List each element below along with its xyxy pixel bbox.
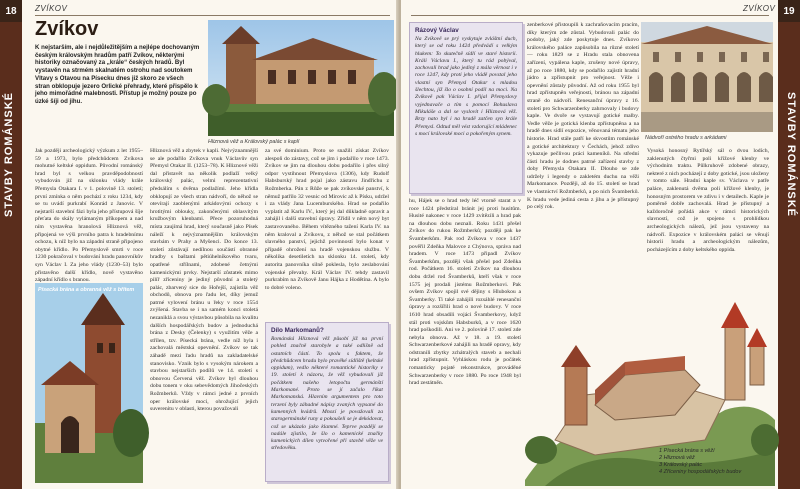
legend-item: 3 Královský palác bbox=[659, 462, 703, 468]
info-box-right-title: Rázový Václav bbox=[415, 27, 459, 34]
illustration-legend bbox=[659, 448, 769, 476]
header-rule-left bbox=[35, 15, 390, 16]
castle-photo-top bbox=[208, 20, 394, 136]
article-title: Zvíkov bbox=[35, 18, 99, 40]
left-page bbox=[0, 0, 399, 489]
header-rule-right bbox=[411, 15, 769, 16]
legend-item: 4 Zříceniny hospodářských budov bbox=[659, 469, 742, 475]
caption-photo-top-left: Hliznová věž a Královský palác s kaplí bbox=[208, 139, 300, 145]
body-column-3: za své dominium. Proto se snažili získat Zvíkov alespoň do zástavy, což se jim i podařilo v roce 1473. Zvíkov se jim na dlouhou dobu podařilo i přes silný odpor vystihnout Přemyslova (1306), kdy Rudolf Habsburský hrad pojal jako zástavu Jindřichu z Rožmberka. Pán z Růže se pak zvíkovské panství, k němuž patřilo 32 vesnic od Mirovic až k Písku, udržel i za vlády Jana Lucemburského. Hrad se podařilo vyplatit až Karlu IV., který jej dal důkladně opravit a zahájil i další stavební úpravy. Zřídil v něm nový byt zastavovaného. Během vítězného tažení Karla IV. na něm kraloval a Zvíkovu, z něhož se stal počátkem slavného panství, jejichž povinností bylo konat v případě ohrožení na hradě vojenskou službu. V několika desetiletích na sklonku 14. století, kdy autorita panovníka silně poklesla, bylo zeslabování vojenské převahy. Král Václav IV. tehdy zastavil purkrabím na Zvíkově Janu Hájka z Hodětína. A bylo to dobré voleno. bbox=[265, 148, 389, 291]
page-number-left: 18 bbox=[0, 0, 22, 22]
side-tab-label-left: STAVBY ROMÁNSKÉ bbox=[3, 92, 15, 218]
body-column-2: Hliznová věž a zbytek v kapli. Nejvýznamnější se ale podařilo Zvíkova vnuk Václavův syn Přemysl Otakar II. (1253–78). K Hliznové věži dal přistavět na několik podlaží velký královský palác, velmi reprezentativní předsálím s dvěma podlažími. Jeho křídla obklopují ze všech stran nádvoří, do něhož se otevírají zaoblenými arkádovými ochozy s hrotitými oblouky, zakončenými oblasvitým kružbovým klenbami. Přece pozoruhodná místa zaujímá hrad, který současně jako Písek náleží k nejvýznamnějším královským stavbám v Prahy a Myšenci. Do konce 13. století zůstávají nedílnou součástí obranné hradby s baštami pětiúhelníkového tvaru, opatřené střílnami, zdobené četnými kamenickými prvky. Nejstarší zůstatek mimo pilíř zříceniny je jediný původní a stoletý palác, zbarvený sice do Hořejší, zajistila věž obchodů, obnova pro řadu let, díky jemuž patrné vylovení bránu u řeky v roce 1554 zvýšená. Stavba se i na samém konci stoletá nezaniklá a svou výstavbou působila na kvalitu dalších hospodářských budov a jednoduchá brána z Desky (Čelenky) s využitím věže a střílen, tzv. Písecká brána, vedle níž byla i zachovalá městská opevnění. Zvíkov se tak záhadě mezi řadu hradů na zakladatelské stanovisko. Vznik bylo s vysokým nárokem a stavbou nejstarších podílů ve 14. století s obnovou Červená věž. Zvíkov byl dlouhou dobu tonem v oku sebevědomých Jihočeských Rožmberků. Vždy v rámci jedné z prvních oper královské moci, ohrožující jejich suverenitu v oblasti, kterou považovali bbox=[150, 148, 258, 413]
right-body-column-1: hu, Hájek se o hrad tedy léč vtorně starat a v roce 1424 předstíral bránit jej proti husitům. Husité nakonec v roce 1429 zvítězili a hrad pak na dlouhou dobu neznali. Roku 1431 přešel Zvíkov do rukou Rožmberků; později pak ke Švamberkům. Pak rod Zvíkova v roce 1437 pověřil Zdeňka Malovce z Chýnova, správa nad hradem. V roce 1473 připadl Zvíkov Švamberkům, později však přešel pod Zdeňka rod. Počátkem 16. století Zvíkov na dlouhou dobu držel rod Švamberků, kteří však v roce 1575 jej prodali jistému Rožmberkovi. Pak ovšem Zvíkov spojil své dějiny s Hlubokou a Švamberky. Ti také zahájili rozsáhlé renesanční úpravy a rozšířili hrad o nové budovy. V roce 1610 hrad obsadili vojáci Švamberkovy, když stál proti vojskům Habsburků, a v roce 1620 hrad poškodili. Ani ve 2. polovině 17. století zde nebyla obnova. Až v 18. a 19. století Schwarzenberkové zahájili na hradě opravy, kdy odstranili zbytky zchátralých staveb a nechali hrad zpřístupnit. Vyhláskou rodu je počátek romanticky pojaté rekonstrukce, prováděné Schwarzenberky v roce 1880. Po roce 1948 byl hrad zestátněn. bbox=[409, 198, 521, 387]
side-tab-left bbox=[0, 22, 22, 489]
info-box-title: Dílo Markomanů? bbox=[271, 327, 324, 334]
info-box-text: Románská Hliznová věž působí již na první pohled značně starobyle a také odlišně od ostatních částí. To spolu s faktem, že předchůdcem hradu bylo pravěké sídliště (keltské oppidum), vedlo některé romantické historiky v 19. století k názoru, že věž vybudovali již počátkem našeho letopočtu germánští Markomané. Proto se jí začalo říkat Markomanská. Hlavním argumentem pro toto tvrzení byly záhadné nápisy zvaných vypsané do kamenných kvádrů. Mnozí je považovali za starogermánské runy a pokoušeli se je dekódovat, což se ukázalo jako klamné. Teprve později se nadále zjistilo, že šlo o kamenické značky kamenických dílen vytvořené při stavbě věže ve středověku. bbox=[271, 336, 383, 452]
right-body-column-3: Vysoká honosný Rytířský sál o dvou lodích, zaklenutých čtyřmi poli křížové klenby ve východním traktu. Půlkruhově zdobené obrazy, nekteré z nich pocházejí z doby gotické, jsou uloženy v tomto sále. Hradní kaple sv. Václava v patře paláce, zaklenutá dvěma poli křížové klenby, je honosným prostorem ve zdivu i v detailech. Kaple je poměrně dobře zachovalá. Hrad je přístupný a každoročně pořádá akce v rámci historických slavností, což je spojeno s prohlídkou archeologických nálezů, jež jsou vystaveny na nádvoří. Expozice v královském paláci se věnují historii hradu a archeologickým nálezům, pocházejícím z doby keltského oppida. bbox=[647, 148, 769, 253]
right-body-column-2: zenberkové přistoupili k zachraňovacím pracím, díky kterým zde zůstal. Vybudovali palác do podoby, jaký zde poskytuje dnes. Zvíkovo královského paláce zapůsobila na různé století — roku 1829 se z Hradu stala obnovena zařízení, vypálena kaple, zrušeny nové úpravy, až po roce 1880, kdy se podařilo zajistit hradní jádro a zpřístupnit pro veřejnost. Věže i opevnění zůstaly původní. Až od roku 1955 byl hrad zpřístupněn veřejnosti, bránou na západní straně do nádvoří. Renesanční úpravy z 16. století pro Schwarzenberky zahrnovaly i budovy kaple. Ve dvoře se vystavují gotické malby. Vedle věže je gotická klenba zpřístupněna a na hradě dnes sídlí expozice, věnovaná tématu jeho historie. Hrad stále patří ke skvostům románské a gotické architektury v Čechách, jehož zdivo vykazuje pečlivou práci kameníků. Na střední části hradu je dodnes patrné zařízení stavby z doby Přemysla Otakara II. Dlouho se zde udržely i legendy o zakletém duchu na věži Markomance. Později, až do 15. století se hrad ve vlastnictví Rožmberků, a po nich Švamberků. K hradu vede jediná cesta z jihu a je přístupný po celý rok. bbox=[527, 22, 639, 211]
legend-item: 2 Hliznová věž bbox=[659, 455, 695, 461]
gate-photo-bottom bbox=[35, 283, 143, 483]
caption-courtyard-photo: Nádvoří ostrého hradu s arkádami bbox=[645, 135, 727, 141]
right-page bbox=[401, 0, 800, 489]
info-box-markomani bbox=[265, 322, 389, 482]
caption-gate-photo: Písecká brána a obranná věž s břitem bbox=[38, 287, 135, 293]
page-number-right: 19 bbox=[778, 0, 800, 22]
info-box-razovy-vaclav bbox=[409, 22, 523, 194]
body-column-1: Jak později archeologický výzkum z let 1955–59 a 1973, bylo předchůdcem Zvíkova mohutné keltské oppidum. Původní románský hrad byl s velkou pravděpodobností vybudován již na sklonku vlády krále Přemysla Otakara I. v 1. polovině 13. století; první zmínka o něm pochází z roku 1234, kdy se tu uvádí purkrabí Konrád z Janovic. V nejstarší stavební fázi byla jeho přístupová šíje přeťata do skály vylámaným příkopem a nad ním vystavěna hranolová Hliznová věž, připojená ve výši prvního patra k hradebnímu ochozu, k níž bylo na západní straně připojeno obytné křídlo. Po Přemyslově smrti v roce 1230 pokračoval v budování hradu panovníkův syn Václav I. Za jeho vlády (1230–53) bylo přistavěno další křídlo, nově vystavěno západní křídlo s branou. bbox=[35, 148, 143, 284]
courtyard-photo bbox=[641, 22, 773, 132]
side-tab-label-right: STAVBY ROMÁNSKÉ bbox=[785, 92, 797, 218]
side-tab-right bbox=[778, 22, 800, 489]
info-box-right-text: Na Zvíkově se prý vyskytuje zvláštní duch, který se od roku 1424 předvádí s velkým hlukem: To skutečně sídlí ve staré historii. Králi Václavu I., který tu rád pobýval, zachovali hrad jako jediný z mála věrnost i v roce 1247, kdy proti jeho vládě povstal jeho vlastní syn Přemysl Otakar s mladou šlechtou, jíž šlo o osobní podíl na moci. Na Zvíkově pak Václav I. přijal Přemyslovy vyjednavače a tím s pomocí Bohuslava Mikuláše a dal se vyslovit i Hliznová věž. Brzy nato byl i na hradě zatčen syn krále Přemysl. Odtud měl vést vzdorující mládenec s mocí královské moci a pokořeným synem. bbox=[415, 36, 517, 137]
legend-item: 1 Písecká brána s věží bbox=[659, 448, 715, 454]
running-head-left: ZVÍKOV bbox=[35, 4, 68, 13]
lead-paragraph: K nejstarším, ale i nejdůležitějším a nejlépe dochovaným českým královským hradům patří Zvíkov, některými historiky označovaný za „krále“ českých hradů. Byl vystavěn na strmém skalnatém ostrohu nad soutokem Vltavy s Otavou na Písecku dnes již skoro ze všech stran obklopuje jezero Orlické přehrady, které přispělo k jeho mimořádné malebnosti. Přístup je možný pouze po úzké šíji od jihu. bbox=[35, 44, 200, 105]
running-head-right: ZVÍKOV bbox=[743, 4, 776, 13]
